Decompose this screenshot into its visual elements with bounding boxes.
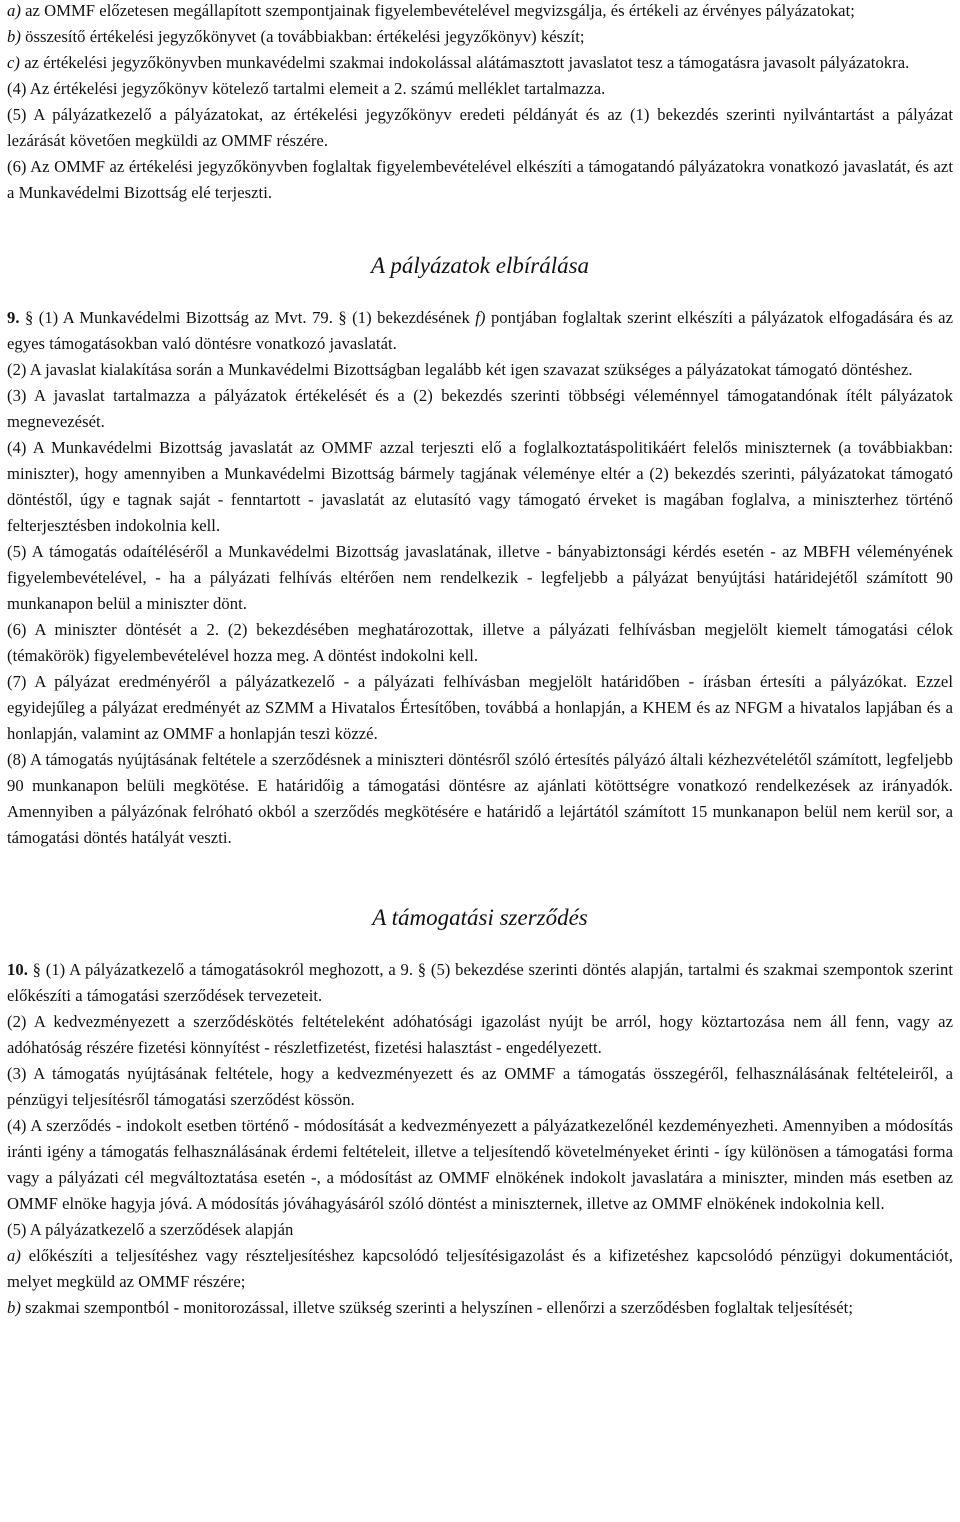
section-9-paragraph-5: (5) A támogatás odaítéléséről a Munkavédelmi Bizottság javaslatának, illetve - bányabiztonsági kérdés esetén - az MBFH véleményének figyelembevételével, - ha a pályázati felhívás eltérően nem rendelkezik - legfeljebb a pályázat benyújtási határidejétől számított 90 munkanapon belül a miniszter dönt. [7,542,953,613]
section-9-paragraph-2: (2) A javaslat kialakítása során a Munkavédelmi Bizottságban legalább két igen szavazat szükséges a pályázatokat támogató döntéshez. [7,360,913,379]
item-marker: b) [7,27,21,46]
intro-paragraph-4: (4) Az értékelési jegyzőkönyv kötelező tartalmi elemeit a 2. számú melléklet tartalmazza. [7,79,606,98]
item-text: előkészíti a teljesítéshez vagy részteljesítéshez kapcsolódó teljesítésigazolást és a kifizetéshez kapcsolódó pénzügyi dokumentációt, melyet megküld az OMMF részére; [7,1246,953,1291]
section-number: 9. [7,308,20,327]
section-heading-tamogatasi-szerzodes: A támogatási szerződés [372,905,588,930]
section-10-paragraph-1 [7,957,953,1009]
section-9-paragraph-1 [7,305,953,357]
section-9-paragraph-3: (3) A javaslat tartalmazza a pályázatok értékelését és a (2) bekezdés szerinti többségi véleménnyel támogatandónak ítélt pályázatok megnevezését. [7,386,953,431]
intro-paragraph-6: (6) Az OMMF az értékelési jegyzőkönyvben foglaltak figyelembevételével elkészíti a támogatandó pályázatokra vonatkozó javaslatát, és azt a Munkavédelmi Bizottság elé terjeszti. [7,157,953,202]
section-10-item-a [7,1243,953,1295]
section-number: 10. [7,960,28,979]
intro-item-a [7,0,953,24]
section-9-paragraph-4: (4) A Munkavédelmi Bizottság javaslatát az OMMF azzal terjeszti elő a foglalkoztatáspolitikáért felelős miniszternek (a továbbiakban: miniszter), hogy amennyiben a Munkavédelmi Bizottság bármely tagjának véleménye eltér a (2) bekezdés szerinti, pályázatokat támogató döntéstől, úgy e tagnak saját - fenntartott - javaslatát az elutasító vagy támogató érveket is magában foglalva, a miniszterhez történő felterjesztésben indokolnia kell. [7,438,953,535]
item-text: az OMMF előzetesen megállapított szempontjainak figyelembevételével megvizsgálja, és értékeli az érvényes pályázatokat; [20,1,855,20]
item-text: összesítő értékelési jegyzőkönyvet (a továbbiakban: értékelési jegyzőkönyv) készít; [20,27,585,46]
intro-item-c [7,50,953,76]
intro-paragraph-5: (5) A pályázatkezelő a pályázatokat, az értékelési jegyzőkönyv eredeti példányát és az (1) bekezdés szerinti nyilvántartást a pályázat lezárását követően megküldi az OMMF részére. [7,105,953,150]
paragraph-text: pontjában foglaltak szerint elkészíti a pályázatok elfogadására és az egyes támogatásokban való döntésre vonatkozó javaslatát. [7,308,953,353]
section-9-paragraph-6: (6) A miniszter döntését a 2. (2) bekezdésében meghatározottak, illetve a pályázati felhívásban megjelölt kiemelt támogatási célok (témakörök) figyelembevételével hozza meg. A döntést indokolni kell. [7,620,953,665]
item-text: szakmai szempontból - monitorozással, illetve szükség szerinti a helyszínen - ellenőrzi a szerződésben foglaltak teljesítését; [20,1298,854,1317]
section-10-paragraph-2: (2) A kedvezményezett a szerződéskötés feltételeként adóhatósági igazolást nyújt be arról, hogy köztartozása nem áll fenn, vagy az adóhatóság részére fizetési könnyítést - részletfizetést, fizetési halasztást - engedélyezett. [7,1012,953,1057]
paragraph-text: § (1) A pályázatkezelő a támogatásokról meghozott, a 9. § (5) bekezdése szerinti döntés alapján, tartalmi és szakmai szempontok szerint előkészíti a támogatási szerződések tervezeteit. [7,960,953,1005]
item-marker: a) [7,1,21,20]
section-10-paragraph-5: (5) A pályázatkezelő a szerződések alapján [7,1220,294,1239]
point-marker: f) [475,308,486,327]
item-marker: c) [7,53,20,72]
section-10-item-b [7,1295,953,1321]
item-marker: b) [7,1298,21,1317]
section-9-paragraph-7: (7) A pályázat eredményéről a pályázatkezelő - a pályázati felhívásban megjelölt határidőben - írásban értesíti a pályázókat. Ezzel egyidejűleg a pályázat eredményét az SZMM a Hivatalos Értesítőben, továbbá a honlapján, a KHEM és az NFGM a hivatalos lapjában és a honlapján, valamint az OMMF a honlapján teszi közzé. [7,672,953,743]
item-text: az értékelési jegyzőkönyvben munkavédelmi szakmai indokolással alátámasztott javaslatot tesz a támogatásra javasolt pályázatokra. [20,53,910,72]
item-marker: a) [7,1246,21,1265]
section-10-paragraph-4: (4) A szerződés - indokolt esetben történő - módosítását a kedvezményezett a pályázatkezelőnél kezdeményezheti. Amennyiben a módosítás iránti igény a támogatás felhasználásának érdemi feltételeit, illetve a teljesítendő követelményeket érinti - így különösen a támogatási forma vagy a pályázati cél megváltoztatása esetén -, a módosítást az OMMF elnökének indokolt javaslatára a miniszter, minden más esetben az OMMF elnöke hagyja jóvá. A módosítás jóváhagyásáról szóló döntést a miniszternek, illetve az OMMF elnökének indokolnia kell. [7,1116,953,1213]
section-10-paragraph-3: (3) A támogatás nyújtásának feltétele, hogy a kedvezményezett és az OMMF a támogatás összegéről, felhasználásának feltételeiről, a pénzügyi teljesítésről támogatási szerződést kössön. [7,1064,953,1109]
intro-item-b [7,24,953,50]
paragraph-text: § (1) A Munkavédelmi Bizottság az Mvt. 79. § (1) bekezdésének [19,308,476,327]
section-heading-elbiralas: A pályázatok elbírálása [370,253,590,278]
section-9-paragraph-8: (8) A támogatás nyújtásának feltétele a szerződésnek a miniszteri döntésről szóló értesítés pályázó általi kézhezvételétől számított, legfeljebb 90 munkanapon belüli megkötése. E határidőig a támogatási döntésre az ajánlati kötöttségre vonatkozó rendelkezések az irányadók. Amennyiben a pályázónak felróható okból a szerződés megkötésére e határidő a lejártától számított 15 munkanapon belül nem kerül sor, a támogatási döntés hatályát veszti. [7,750,953,847]
